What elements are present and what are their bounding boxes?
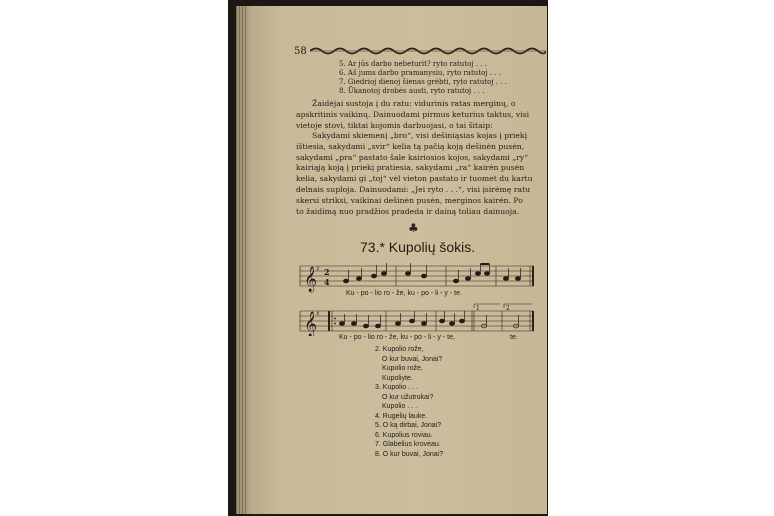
stanzas-block — [375, 345, 443, 459]
stanza-line: 3. Kupolio . . . — [375, 384, 418, 391]
stanza-line: Kupoliyte. — [382, 374, 413, 382]
paragraph-line: delnais suploja. Dainuodami: „Jei ryto . . .“, visi įsirėmę ratu — [296, 184, 531, 194]
svg-text:𝄞: 𝄞 — [304, 267, 318, 292]
instructions-paragraph-1 — [296, 99, 534, 131]
song-title: 73.* Kupolių šokis. — [360, 239, 476, 255]
volta-2: 2 — [506, 305, 510, 312]
paragraph-line: apskritinis vaikinų. Dainuodami pirmus keturius taktus, visi — [296, 109, 530, 119]
stanza-line: 4. Rugelių lauke. — [375, 412, 428, 420]
paragraph-line: sakydami „pra“ pastato šale kairiosios kojos, sakydami „ry“ — [296, 152, 529, 162]
svg-text:♯: ♯ — [316, 265, 320, 273]
stanza-line: Kupolio . . . — [382, 403, 418, 410]
paragraph-line: to žaidimą nuo pradžios pradeda ir dainą toliau dainuoja. — [296, 206, 520, 216]
stanza-line: O kur užutrukai? — [382, 393, 434, 401]
stanza-line: 6. Kupolius roviau. — [375, 431, 433, 439]
svg-text:𝄞: 𝄞 — [304, 312, 318, 336]
verse-line: 5. Ar jūs darbo nebeturit? ryto ratutoj . . . — [339, 60, 487, 68]
stanza-line: 2. Kupolio rože, — [375, 346, 424, 353]
stanza-line: 5. O ką dirbai, Jonai? — [375, 422, 442, 429]
stanza-line: O kur buvai, Jonai? — [382, 355, 443, 363]
volta-1: 1 — [476, 305, 480, 312]
stanza-line: Kupolio rože, — [382, 365, 423, 372]
verses-block — [339, 60, 507, 96]
leaf-ornament-icon: ♣ — [408, 221, 419, 235]
page-number: 58 — [294, 46, 307, 57]
time-sig-top: 2 — [324, 267, 330, 277]
staff-2-ending-lyric: te. — [510, 334, 518, 341]
music-staff-2 — [296, 302, 536, 336]
music-staff-1 — [296, 260, 536, 294]
svg-text:♯: ♯ — [316, 310, 320, 318]
stanza-line: 7. Glabelius krovėau. — [375, 441, 441, 448]
page-edge — [236, 6, 246, 514]
header-ornament — [310, 46, 546, 56]
stanza-line: 8. O kur buvai, Jonai? — [375, 450, 444, 458]
verse-line: 6. Aš jums darbo pramanysiu, ryto ratutoj . . . — [339, 69, 501, 77]
paragraph-line: Sakydami skiemenį „bro“, visi dešiniąsias kojas į priekį — [312, 131, 528, 140]
paragraph-line: vietoje stovi, tiktai kojomis darbuojasi, o tai šitaip: — [296, 120, 493, 130]
instructions-paragraph-2 — [296, 131, 534, 217]
paragraph-line: kairiąją koją į priekį pratiesia, sakydami „ra“ kairėn pusėn — [296, 163, 525, 173]
paragraph-line: ištiesia, sakydami „svir“ kelia tą pačią koją dešinėn pusėn, — [296, 141, 525, 151]
verse-line: 8. Ūkanotoj drobės austi, ryto ratutoj . . . — [339, 87, 485, 95]
staff-2-lyrics: Ku - po - lio ro - že, ku - po - li - y - te, — [339, 334, 455, 341]
time-sig-bottom: 4 — [324, 277, 330, 287]
paragraph-line: skersi striksi, vaikinai dešinėn pusėn, merginos kairėn. Po — [296, 195, 523, 205]
paragraph-line: Žaidėjai sustoja į du ratu: vidurinis ratas merginų, o — [312, 99, 516, 108]
verse-line: 7. Giedrioj dienoj šienas grėbti, ryto ratutoj . . . — [339, 78, 507, 86]
paragraph-line: kelia, sakydami gi „toj“ vėl vieton pastato ir tuomet du kartu — [296, 174, 533, 184]
staff-1-lyrics: Ku - po - lio ro - že, ku - po - li - y - te. — [346, 290, 462, 297]
